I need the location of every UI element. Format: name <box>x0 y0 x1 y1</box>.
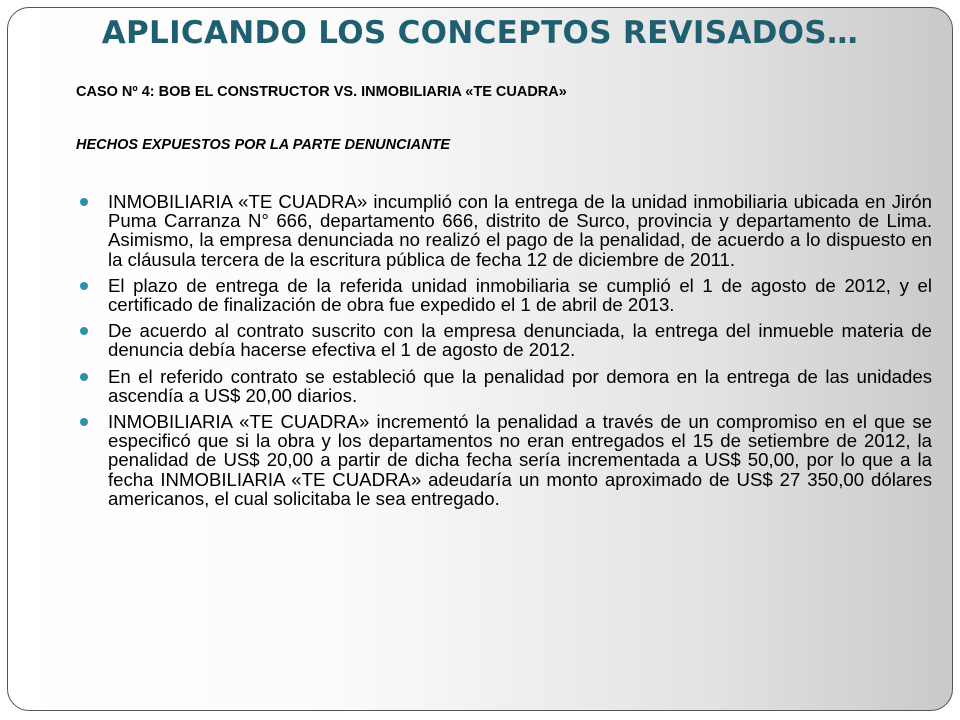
bullet-dot-icon <box>80 198 88 206</box>
case-heading: CASO Nº 4: BOB EL CONSTRUCTOR VS. INMOBILIARIA «TE CUADRA» <box>76 84 567 100</box>
bullet-dot-icon <box>80 373 88 381</box>
bullet-dot-icon <box>80 418 88 426</box>
bullet-dot-icon <box>80 282 88 290</box>
bullet-text: En el referido contrato se estableció que la penalidad por demora en la entrega de las unidades ascendía a US$ 20,00 diarios. <box>108 365 932 406</box>
bullet-list <box>76 192 932 515</box>
bullet-text: El plazo de entrega de la referida unidad inmobiliaria se cumplió el 1 de agosto de 2012, y el certificado de finalización de obra fue expedido el 1 de abril de 2013. <box>108 274 932 316</box>
bullet-item <box>76 367 932 405</box>
bullet-dot-icon <box>80 327 88 335</box>
bullet-item <box>76 276 932 314</box>
slide <box>7 7 953 711</box>
bullet-text: INMOBILIARIA «TE CUADRA» incrementó la penalidad a través de un compromiso en el que se especificó que si la obra y los departamentos no eran entregados el 15 de setiembre de 2012, la penalidad de US$ 20,00 a partir de dicha fecha sería incrementada a US$ 50,00, por lo que a la fecha INMOBILIARIA «TE CUADRA» adeudaría un monto aproximado de US$ 27 350,00 dólares americanos, el cual solicitaba le sea entregado. <box>108 411 932 509</box>
bullet-text: De acuerdo al contrato suscrito con la empresa denunciada, la entrega del inmueble materia de denuncia debía hacerse efectiva el 1 de agosto de 2012. <box>108 320 932 361</box>
bullet-item <box>76 412 932 508</box>
bullet-text: INMOBILIARIA «TE CUADRA» incumplió con la entrega de la unidad inmobiliaria ubicada en Jirón Puma Carranza N° 666, departamento 666, distrito de Surco, provincia y departamento de Lima. Asimismo, la empresa denunciada no realizó el pago de la penalidad, de acuerdo a lo dispuesto en la cláusula tercera de la escritura pública de fecha 12 de diciembre de 2011. <box>108 191 932 270</box>
bullet-item <box>76 321 932 359</box>
slide-title: APLICANDO LOS CONCEPTOS REVISADOS… <box>101 15 859 51</box>
facts-heading: HECHOS EXPUESTOS POR LA PARTE DENUNCIANTE <box>76 137 451 153</box>
bullet-item <box>76 192 932 269</box>
